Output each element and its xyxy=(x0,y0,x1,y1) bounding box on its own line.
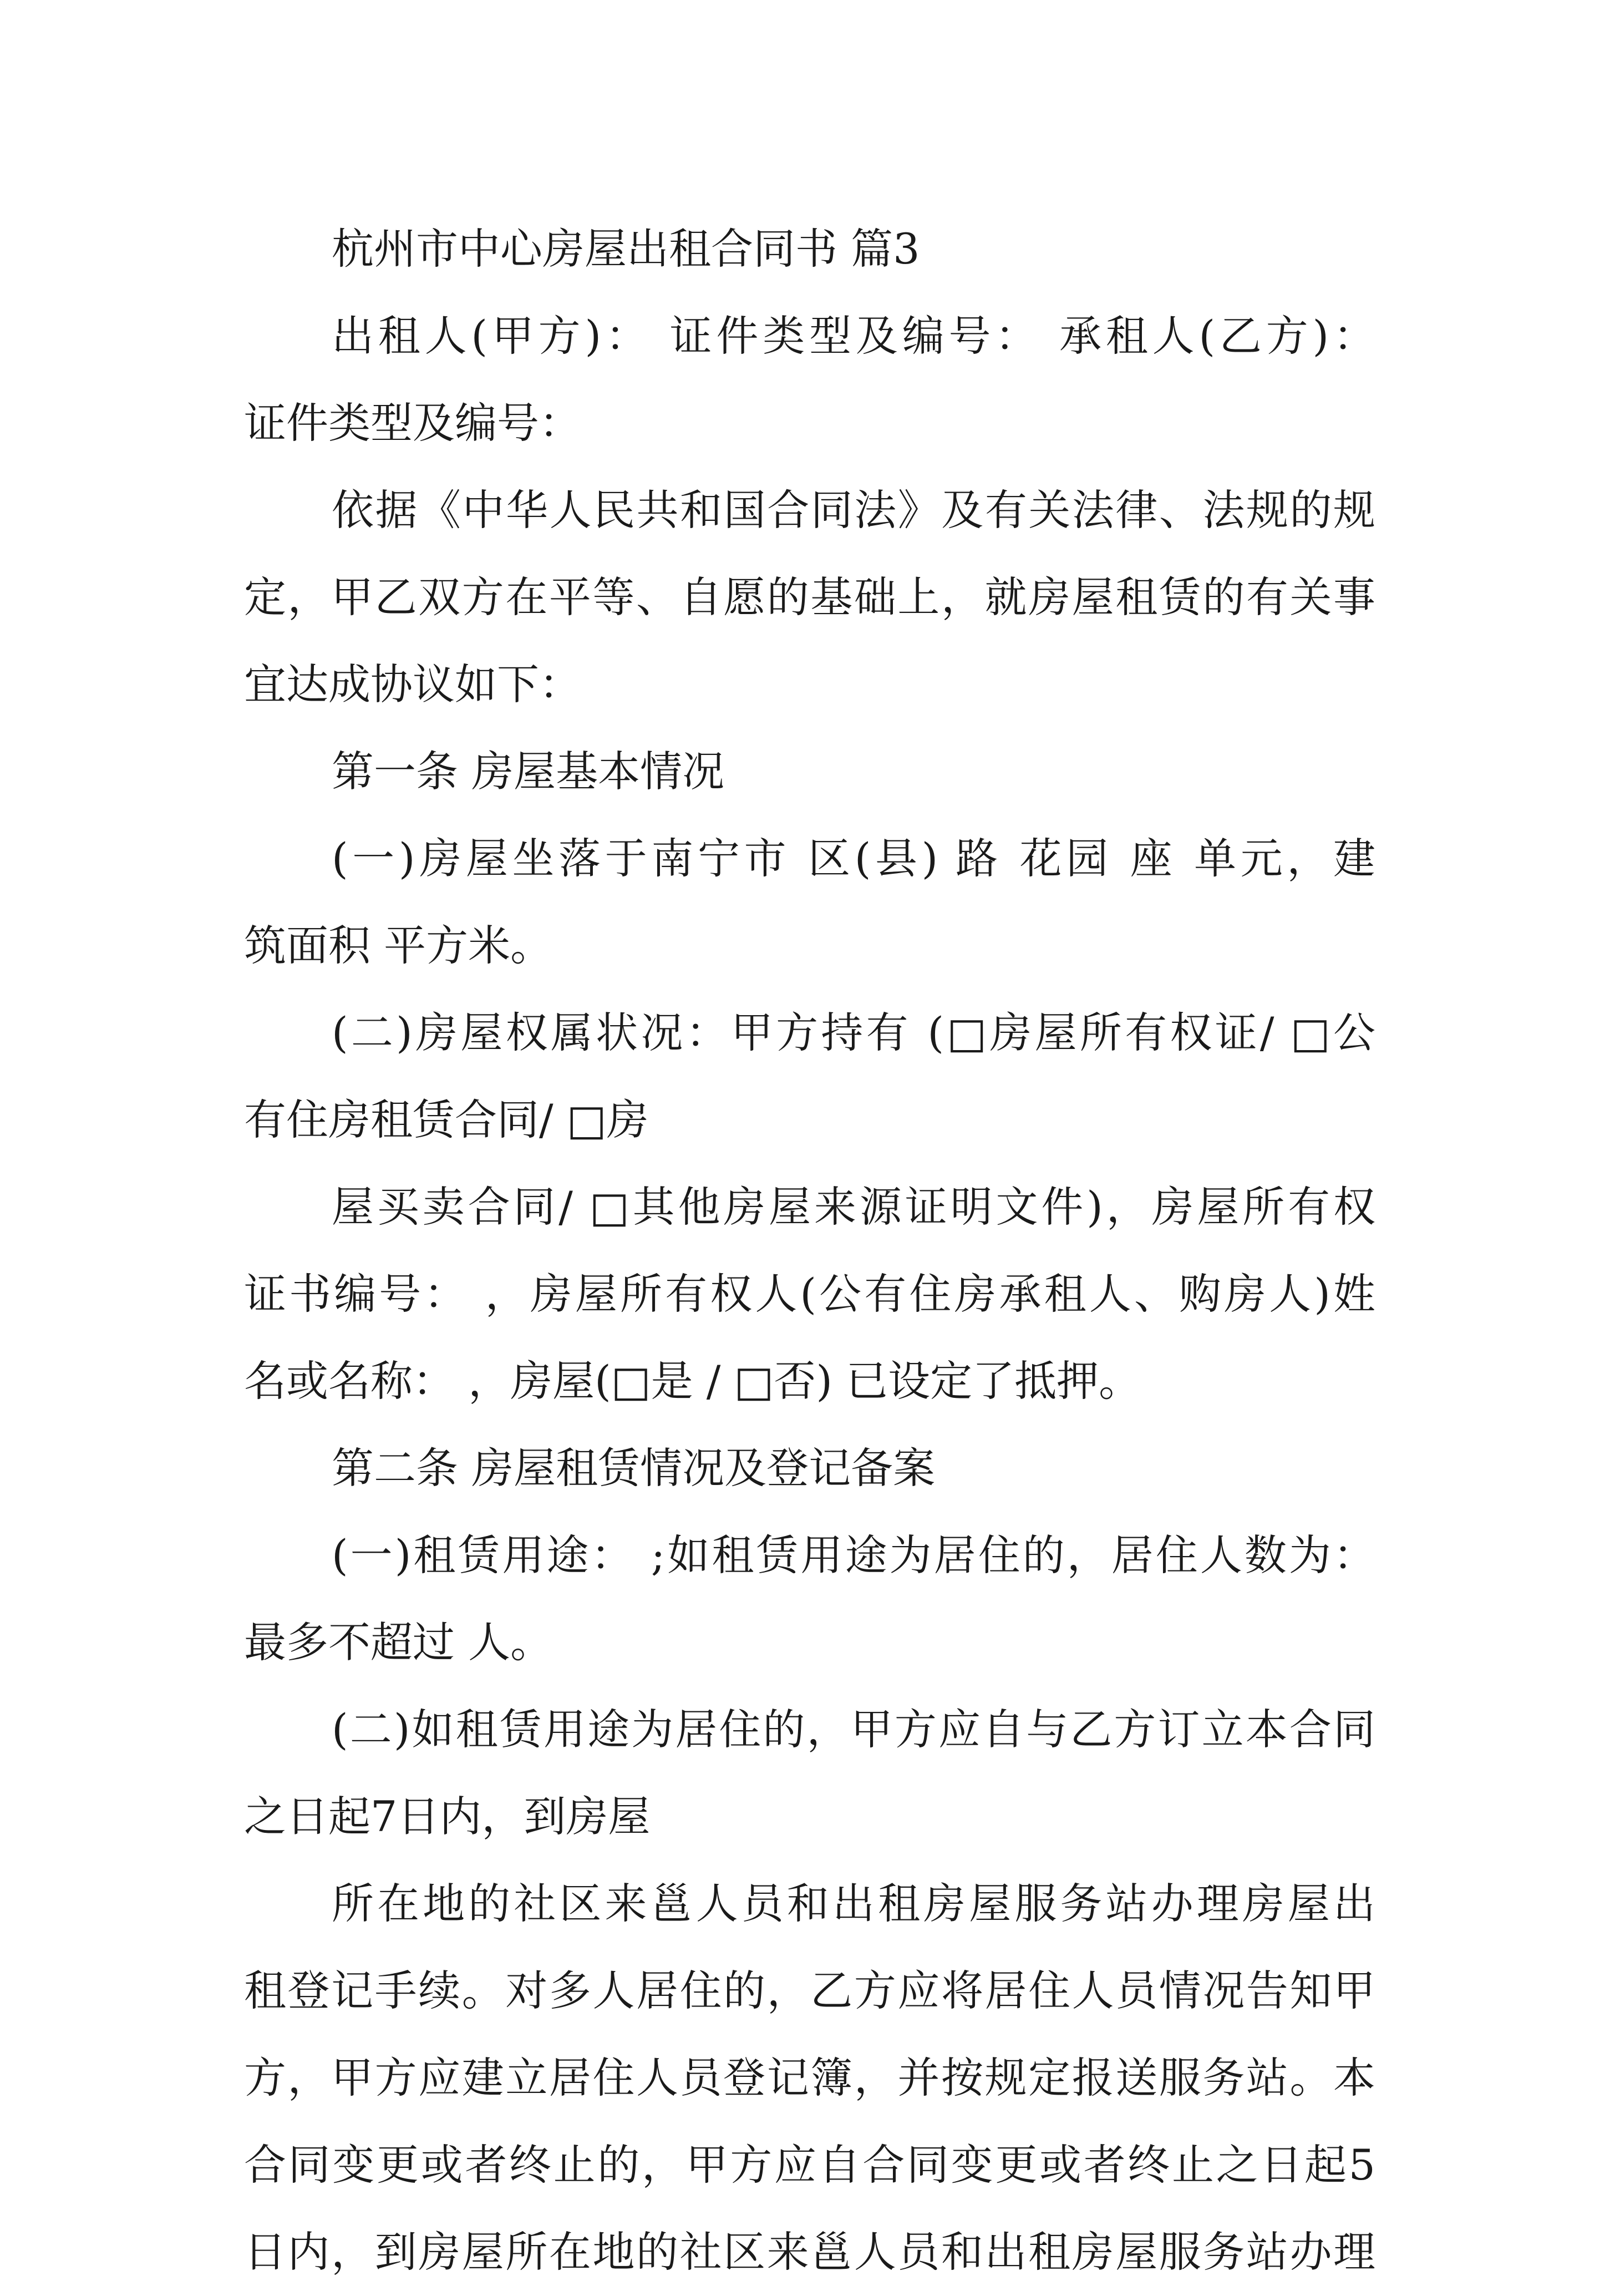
text-line: 最多不超过 人。 xyxy=(244,1618,553,1667)
text-line: (二)房屋权属状况：甲方持有 (□房屋所有权证/ □公 xyxy=(332,1008,1375,1057)
text-line: 之日起7日内，到房屋 xyxy=(244,1792,651,1841)
text-line: 日内，到房屋所在地的社区来邕人员和出租房屋服务站办理 xyxy=(244,2227,1375,2277)
text-line: 方，甲方应建立居住人员登记簿，并按规定报送服务站。本 xyxy=(244,2053,1375,2102)
text-line: 有住房租赁合同/ □房 xyxy=(244,1095,649,1144)
text-line: 第二条 房屋租赁情况及登记备案 xyxy=(332,1443,936,1493)
text-line: 证书编号： ，房屋所有权人(公有住房承租人、购房人)姓 xyxy=(244,1269,1375,1319)
text-line: (二)如租赁用途为居住的，甲方应自与乙方订立本合同 xyxy=(332,1705,1375,1754)
text-line: 依据《中华人民共和国合同法》及有关法律、法规的规 xyxy=(332,485,1375,535)
text-line: 第一条 房屋基本情况 xyxy=(332,747,725,796)
text-line: 屋买卖合同/ □其他房屋来源证明文件)，房屋所有权 xyxy=(332,1182,1375,1231)
text-line: 证件类型及编号： xyxy=(244,398,581,448)
text-line: 租登记手续。对多人居住的，乙方应将居住人员情况告知甲 xyxy=(244,1966,1375,2015)
text-line: 定，甲乙双方在平等、自愿的基础上，就房屋租赁的有关事 xyxy=(244,572,1375,622)
text-line: 杭州市中心房屋出租合同书 篇3 xyxy=(332,224,920,273)
text-line: 出租人(甲方)： 证件类型及编号： 承租人(乙方)： xyxy=(332,311,1375,361)
text-line: (一)租赁用途： ;如租赁用途为居住的，居住人数为： xyxy=(332,1530,1375,1580)
text-line: (一)房屋坐落于南宁市 区(县) 路 花园 座 单元，建 xyxy=(332,834,1375,883)
text-line: 名或名称： ，房屋(□是 / □否) 已设定了抵押。 xyxy=(244,1356,1141,1406)
text-line: 筑面积 平方米。 xyxy=(244,921,553,970)
text-line: 合同变更或者终止的，甲方应自合同变更或者终止之日起5 xyxy=(244,2140,1375,2189)
text-line: 所在地的社区来邕人员和出租房屋服务站办理房屋出 xyxy=(332,1879,1375,1928)
text-line: 宜达成协议如下： xyxy=(244,660,581,709)
